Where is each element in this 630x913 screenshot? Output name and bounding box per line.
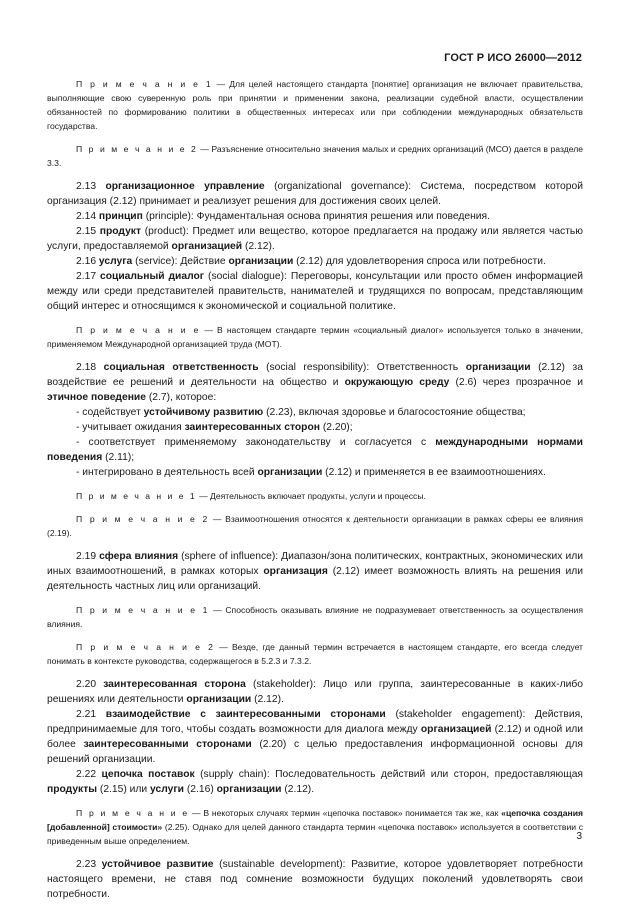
note-text: — Разъяснение относительно значения малых и средних организаций (МСО) дается в разделе 3.3. <box>47 144 583 168</box>
term-definition: (supply chain): Последовательность действий или сторон, предоставляющая <box>194 769 584 780</box>
term-title: принцип <box>98 211 143 222</box>
list-text: - интегрировано в деятельность всей <box>76 467 258 478</box>
term-definition: (2.12) за воздействие ее решений и деятельности на общество и <box>47 362 583 388</box>
term-number: 2.15 <box>76 226 100 237</box>
term-definition: (social responsibility): Ответственность <box>258 362 466 373</box>
note-activities <box>47 489 583 503</box>
term-definition: (2.12) имеет возможность влиять на решения или деятельность частных лиц или организаций. <box>47 566 583 592</box>
term-2-17 <box>47 269 583 314</box>
term-title: сфера влияния <box>99 551 179 562</box>
note-label: П р и м е ч а н и е 2 <box>76 514 210 524</box>
term-reference: окружающую среду <box>344 377 450 388</box>
note-influence <box>47 603 583 631</box>
page-number: 3 <box>576 831 582 842</box>
term-number: 2.22 <box>76 769 102 780</box>
term-definition: (organizational governance): Система, посредством которой организация (2.12) принимает и реализует решения для достижения своих целей. <box>47 181 583 207</box>
term-reference: организации <box>465 362 531 373</box>
note-text: — В некоторых случаях термин «цепочка поставок» понимается так же, как <box>189 808 502 818</box>
term-reference: заинтересованных сторон <box>184 422 320 433</box>
term-reference: устойчивому развитию <box>143 407 264 418</box>
standard-header: ГОСТ Р ИСО 26000—2012 <box>444 52 582 64</box>
term-title: социальная ответственность <box>103 362 259 373</box>
note-label: П р и м е ч а н и е 1 <box>76 605 210 615</box>
term-definition: (2.12). <box>251 694 284 705</box>
list-item <box>47 420 583 435</box>
term-number: 2.16 <box>76 256 99 267</box>
term-reference: организация <box>263 566 328 577</box>
term-2-19 <box>47 549 583 594</box>
term-2-14 <box>47 209 583 224</box>
term-title: заинтересованная сторона <box>103 679 246 690</box>
term-reference: заинтересованными сторонами <box>83 739 252 750</box>
term-number: 2.21 <box>76 709 106 720</box>
note-label: П р и м е ч а н и е 1 <box>76 79 213 89</box>
term-reference: международными нормами поведения <box>47 437 583 463</box>
term-2-23 <box>47 857 583 902</box>
term-definition: (service): Действие <box>132 256 229 267</box>
list-text: - соответствует применяемому законодательству и согласуется с <box>76 437 436 448</box>
term-reference: организации <box>186 694 252 705</box>
term-2-16 <box>47 254 583 269</box>
term-definition: (principle): Фундаментальная основа принятия решения или поведения. <box>142 211 490 222</box>
term-definition: (sustainable development): Развитие, которое удовлетворяет потребности настоящего времени, не ставя под сомнение возможности будущих поколений удовлетворять свои потребности. <box>47 859 584 900</box>
list-text: (2.23), включая здоровье и благосостояние общества; <box>263 407 526 418</box>
list-item <box>47 405 583 420</box>
term-reference: услуги <box>150 784 184 795</box>
term-definition: (2.12). <box>242 241 275 252</box>
term-definition: (sphere of influence): Диапазон/зона политических, контрактных, экономических или иных взаимоотношений, в рамках которых <box>47 551 583 577</box>
term-number: 2.14 <box>76 211 99 222</box>
term-number: 2.23 <box>76 859 102 870</box>
list-text: - содействует <box>76 407 144 418</box>
term-reference: продукты <box>47 784 98 795</box>
note-text: — Для целей настоящего стандарта [понятие] организация не включает правительства, выполняющие свою суверенную роль при принятии и применении закона, реализации судебной власти, осуществлении обязанностей по формированию политики в общественных интересах или при соблюдении международных обязательств государства. <box>47 79 583 131</box>
note-context <box>47 640 583 668</box>
term-definition: (2.12) для удовлетворения спроса или потребности. <box>293 256 546 267</box>
list-text: - учитывает ожидания <box>76 422 185 433</box>
term-definition: (2.6) через прозрачное и <box>449 377 583 388</box>
term-definition: (stakeholder engagement): Действия, предпринимаемые для того, чтобы создать возможности для диалога между <box>47 709 584 735</box>
term-reference: организации <box>228 256 294 267</box>
note-org-exclusion <box>47 77 583 133</box>
term-reference: организации <box>257 467 323 478</box>
term-title: цепочка поставок <box>101 769 195 780</box>
list-item <box>47 435 583 465</box>
list-text: (2.11); <box>102 452 135 463</box>
term-reference: организации <box>216 784 282 795</box>
term-definition: (2.16) <box>184 784 217 795</box>
note-text: (2.25). Однако для целей данного стандарта термин «цепочка поставок» используется в соответствии с приведенным выше определением. <box>47 822 583 846</box>
term-title: продукт <box>99 226 141 237</box>
term-number: 2.18 <box>76 362 104 373</box>
term-2-20 <box>47 677 583 707</box>
term-number: 2.17 <box>76 271 100 282</box>
note-social-dialogue <box>47 323 583 351</box>
list-item <box>47 465 583 480</box>
term-title: взаимодействие с заинтересованными сторонами <box>105 709 386 720</box>
list-text: (2.20); <box>319 422 353 433</box>
term-title: услуга <box>98 256 133 267</box>
term-title: организационное управление <box>105 181 265 192</box>
term-definition: (stakeholder): Лицо или группа, заинтересованные в каких-либо решениях или деятельности <box>47 679 583 705</box>
term-2-18 <box>47 360 583 405</box>
term-definition: (2.20) с целью предоставления информационной основы для решений организации. <box>47 739 583 765</box>
term-definition: (product): Предмет или вещество, которое предлагается на продажу или является частью услуги, предоставляемой <box>47 226 583 252</box>
term-definition: (2.7), которое: <box>145 392 217 403</box>
note-relationships <box>47 512 583 540</box>
term-2-15 <box>47 224 583 254</box>
note-text: — Везде, где данный термин встречается в настоящем стандарте, его всегда следует понимать в контексте руководства, содержащегося в 5.2.3 и 7.3.2. <box>47 642 583 666</box>
term-reference: «цепочка создания [добавленной] стоимости» <box>47 808 584 832</box>
term-definition: (2.15) или <box>97 784 151 795</box>
term-2-22 <box>47 767 583 797</box>
term-definition: (2.12). <box>281 784 315 795</box>
note-text: — В настоящем стандарте термин «социальный диалог» используется только в значении, применяемом Международной организацией труда (МОТ). <box>47 325 584 349</box>
note-sme <box>47 142 583 170</box>
note-label: П р и м е ч а н и е 2 <box>76 642 215 652</box>
list-text: (2.12) и применяется в ее взаимоотношениях. <box>322 467 546 478</box>
document-body <box>47 77 583 902</box>
note-label: П р и м е ч а н и е <box>76 808 190 818</box>
note-text: — Взаимоотношения относятся к деятельности организации в рамках сферы ее влияния (2.19). <box>47 514 583 538</box>
term-2-21 <box>47 707 583 767</box>
term-reference: организацией <box>171 241 243 252</box>
note-text: — Деятельность включает продукты, услуги и процессы. <box>196 491 426 501</box>
term-definition: (2.12) и одной или более <box>47 724 583 750</box>
note-label: П р и м е ч а н и е 2 <box>76 144 198 154</box>
term-reference: организацией <box>420 724 492 735</box>
term-number: 2.19 <box>76 551 100 562</box>
term-number: 2.20 <box>76 679 104 690</box>
note-text: — Способность оказывать влияние не подразумевает ответственность за осуществления влияния. <box>47 605 583 629</box>
term-title: устойчивое развитие <box>101 859 214 870</box>
term-number: 2.13 <box>76 181 106 192</box>
note-label: П р и м е ч а н и е <box>76 325 201 335</box>
term-definition: (social dialogue): Переговоры, консультации или просто обмен информацией между или среди представителей правительств, нанимателей и трудящихся по вопросам, представляющим общий интерес и относящимся к экономической и социальной политике. <box>47 271 583 312</box>
note-supply-chain <box>47 806 583 848</box>
term-reference: этичное поведение <box>47 392 146 403</box>
term-2-13 <box>47 179 583 209</box>
term-title: социальный диалог <box>99 271 205 282</box>
note-label: П р и м е ч а н и е 1 <box>76 491 197 501</box>
